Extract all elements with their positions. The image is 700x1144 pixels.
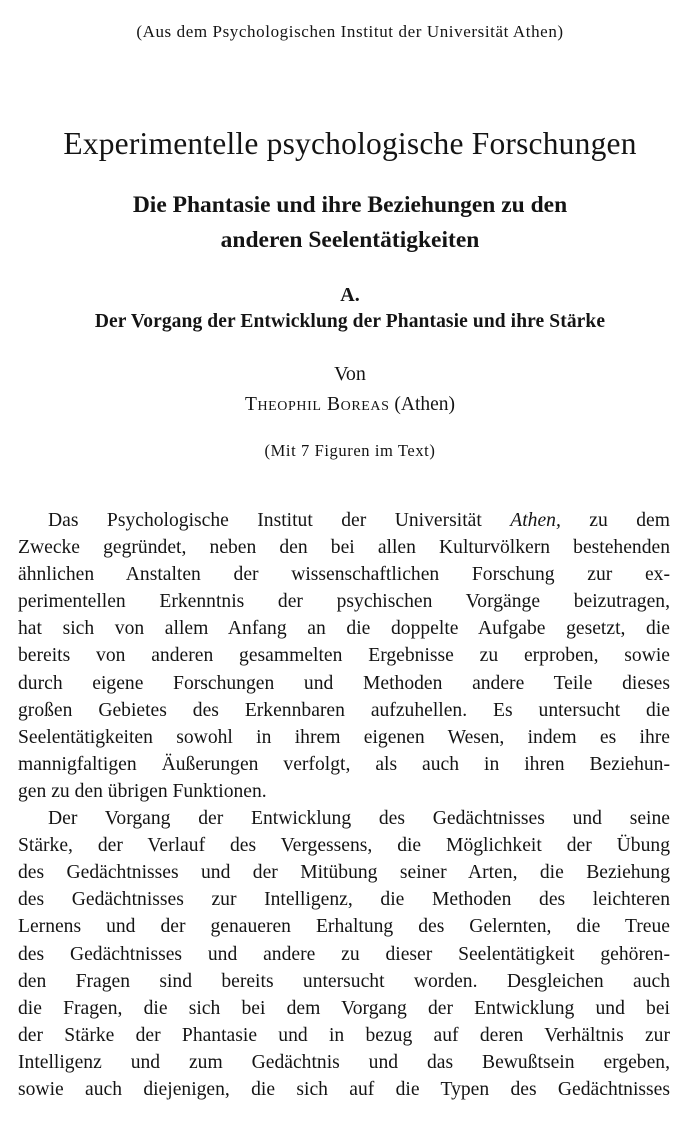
paragraph-line: sowie auch diejenigen, die sich auf die Typen des Gedächtnisses <box>18 1078 670 1100</box>
paragraph-line: des Gedächtnisses und der Mitübung seiner Arten, die Beziehung <box>18 862 670 884</box>
paragraph-line: mannigfaltigen Äußerungen verfolgt, als auch in ihren Beziehun- <box>18 753 670 775</box>
paragraph-line: Zwecke gegründet, neben den bei allen Kulturvölkern bestehenden <box>18 537 670 559</box>
emphasized-place: Athen, <box>510 510 561 531</box>
byline-von: Von <box>334 363 366 385</box>
paragraph-line: perimentellen Erkenntnis der psychischen Vorgänge beizutragen, <box>18 591 670 613</box>
paragraph-line: den Fragen sind bereits untersucht worden. Desgleichen auch <box>18 970 670 992</box>
paragraph-line <box>18 507 670 534</box>
paragraph-line: gen zu den übrigen Funktionen. <box>18 780 267 802</box>
text-run: zu dem <box>560 510 670 531</box>
paragraph-line: großen Gebietes des Erkennbaren aufzuhellen. Es untersucht die <box>18 699 670 721</box>
paragraph-line: die Fragen, die sich bei dem Vorgang der Entwicklung und bei <box>18 997 670 1019</box>
paragraph-line: des Gedächtnisses und andere zu dieser Seelentätigkeit gehören- <box>18 943 670 965</box>
paragraph-line: der Stärke der Phantasie und in bezug auf deren Verhältnis zur <box>18 1024 670 1046</box>
paragraph-line: bereits von anderen gesammelten Ergebnisse zu erproben, sowie <box>18 645 670 667</box>
section-letter: A. <box>340 284 360 306</box>
paragraph-line: Intelligenz und zum Gedächtnis und das Bewußtsein ergeben, <box>18 1051 670 1073</box>
paragraph-line: ähnlichen Anstalten der wissenschaftlichen Forschung zur ex- <box>18 564 670 586</box>
paragraph-line: des Gedächtnisses zur Intelligenz, die Methoden des leichteren <box>18 889 670 911</box>
section-title: Der Vorgang der Entwicklung der Phantasie und ihre Stärke <box>94 311 606 332</box>
paragraph-line: hat sich von allem Anfang an die doppelte Aufgabe gesetzt, die <box>18 618 670 640</box>
paragraph-line: Stärke, der Verlauf des Vergessens, die Möglichkeit der Übung <box>18 835 670 857</box>
paragraph-line: Lernens und der genaueren Erhaltung des Gelernten, die Treue <box>18 916 670 938</box>
author-name: Theophil Boreas <box>244 394 390 415</box>
author-place: (Athen) <box>394 394 456 415</box>
text-run: Das Psychologische Institut der Universität <box>48 510 511 531</box>
author-line <box>0 394 700 416</box>
paragraph-line: Der Vorgang der Entwicklung des Gedächtnisses und seine <box>48 808 670 830</box>
body-text <box>18 507 670 1103</box>
paragraph-line: Seelentätigkeiten sowohl in ihrem eigenen Wesen, indem es ihre <box>18 726 670 748</box>
subtitle <box>40 188 660 258</box>
paragraph-line: durch eigene Forschungen und Methoden andere Teile dieses <box>18 672 670 694</box>
institute-note: (Aus dem Psychologischen Institut der Universität Athen) <box>136 22 564 41</box>
subtitle-line: Die Phantasie und ihre Beziehungen zu den <box>132 192 568 218</box>
main-title: Experimentelle psychologische Forschungen <box>63 126 637 161</box>
figures-note: (Mit 7 Figuren im Text) <box>264 441 436 460</box>
subtitle-line: anderen Seelentätigkeiten <box>220 227 480 253</box>
